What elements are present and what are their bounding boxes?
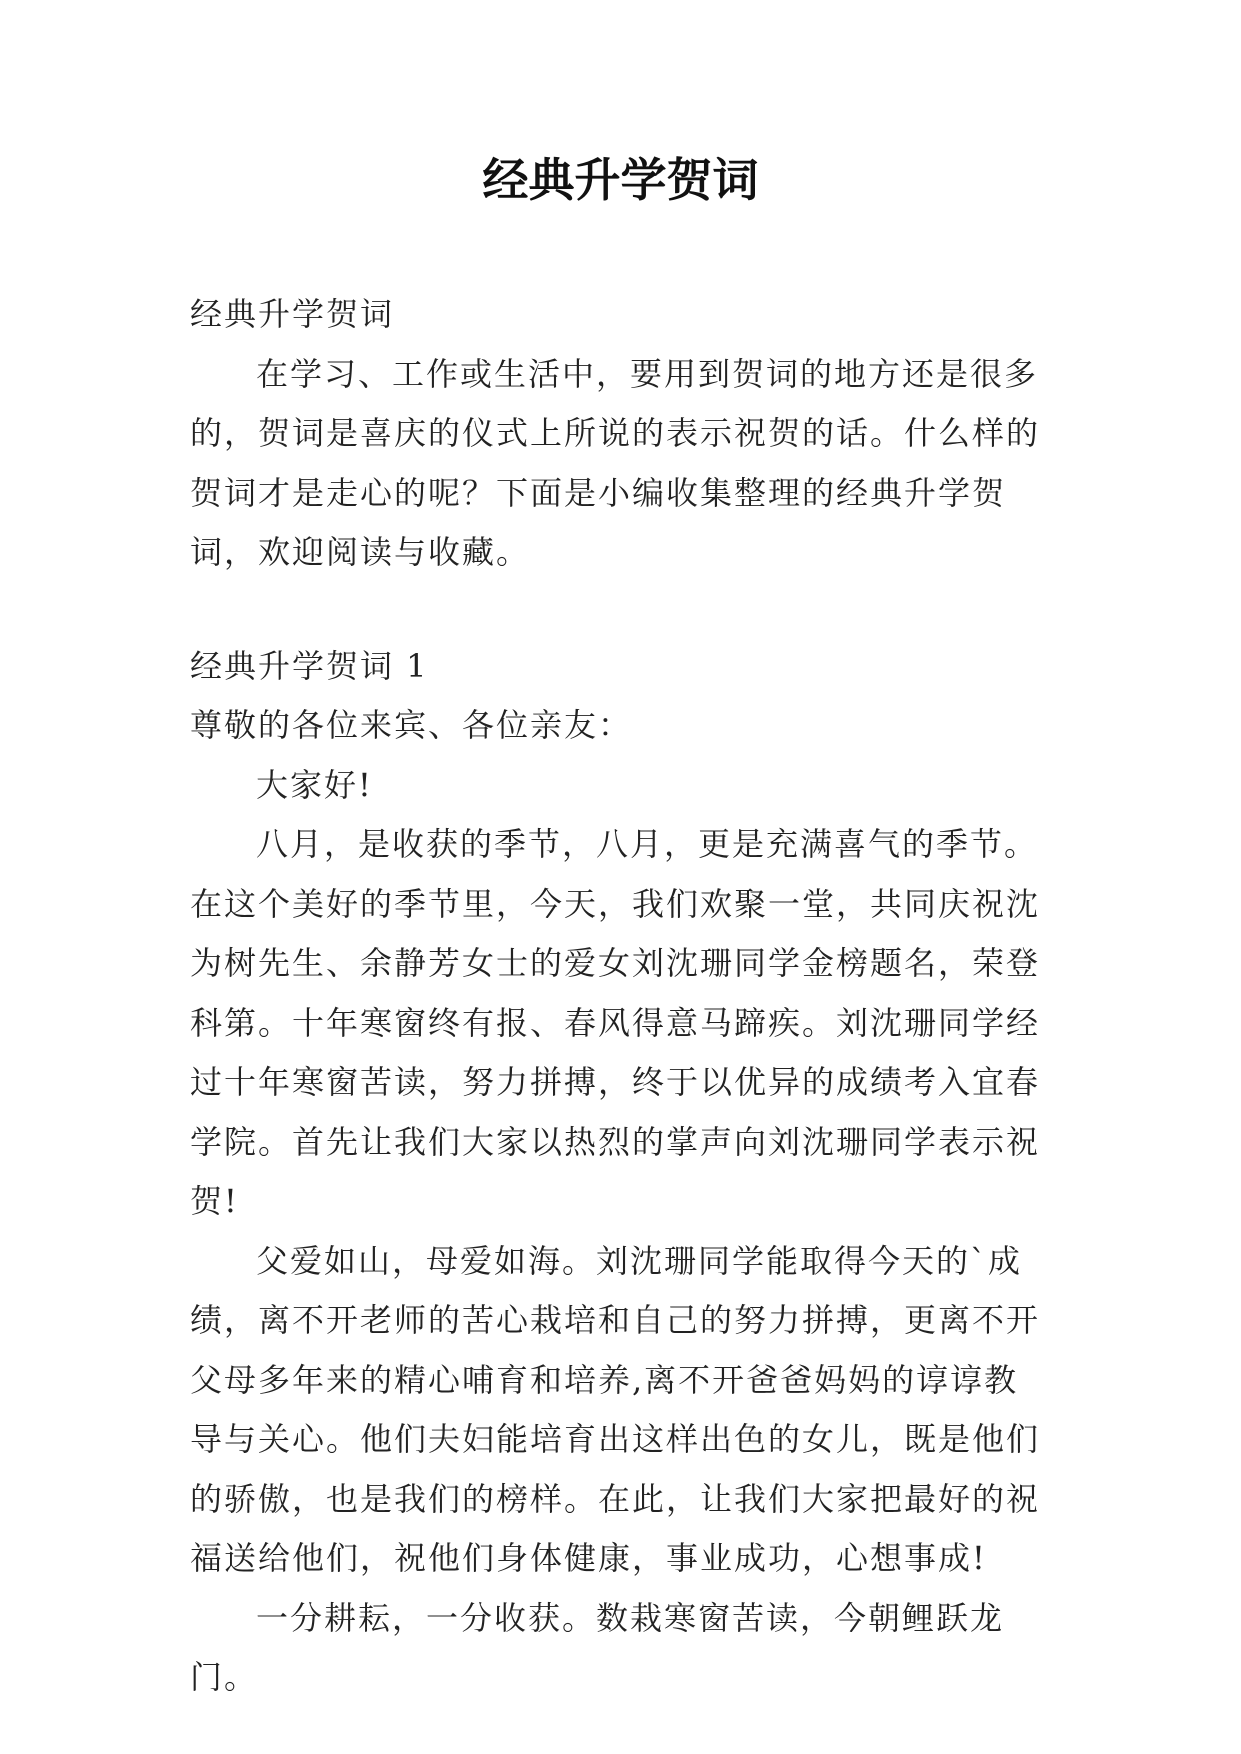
paragraph-2: 父爱如山，母爱如海。刘沈珊同学能取得今天的`成绩，离不开老师的苦心栽培和自己的努力拼搏，更离不开父母多年来的精心哺育和培养,离不开爸爸妈妈的谆谆教导与关心。他们夫妇能培育出这样出色的女儿，既是他们的骄傲，也是我们的榜样。在此，让我们大家把最好的祝福送给他们，祝他们身体健康，事业成功，心想事成! <box>190 1241 1041 1577</box>
greeting: 大家好! <box>256 765 373 804</box>
document-body <box>190 285 1050 1708</box>
intro-heading: 经典升学贺词 <box>190 295 395 333</box>
paragraph-3: 一分耕耘，一分收获。数栽寒窗苦读，今朝鲤跃龙门。 <box>190 1598 1005 1696</box>
salutation: 尊敬的各位来宾、各位亲友： <box>190 706 633 744</box>
paragraph-1: 八月，是收获的季节，八月，更是充满喜气的季节。在这个美好的季节里，今天，我们欢聚一堂，共同庆祝沈为树先生、余静芳女士的爱女刘沈珊同学金榜题名，荣登科第。十年寒窗终有报、春风得意马蹄疾。刘沈珊同学经过十年寒窗苦读，努力拼搏，终于以优异的成绩考入宜春学院。首先让我们大家以热烈的掌声向刘沈珊同学表示祝贺! <box>190 825 1041 1220</box>
section-gap <box>190 583 1050 637</box>
document-title: 经典升学贺词 <box>482 153 759 207</box>
section-heading: 经典升学贺词 1 <box>190 646 429 685</box>
intro-paragraph: 在学习、工作或生活中，要用到贺词的地方还是很多的，贺词是喜庆的仪式上所说的表示祝贺的话。什么样的贺词才是走心的呢？下面是小编收集整理的经典升学贺词，欢迎阅读与收藏。 <box>190 354 1041 571</box>
